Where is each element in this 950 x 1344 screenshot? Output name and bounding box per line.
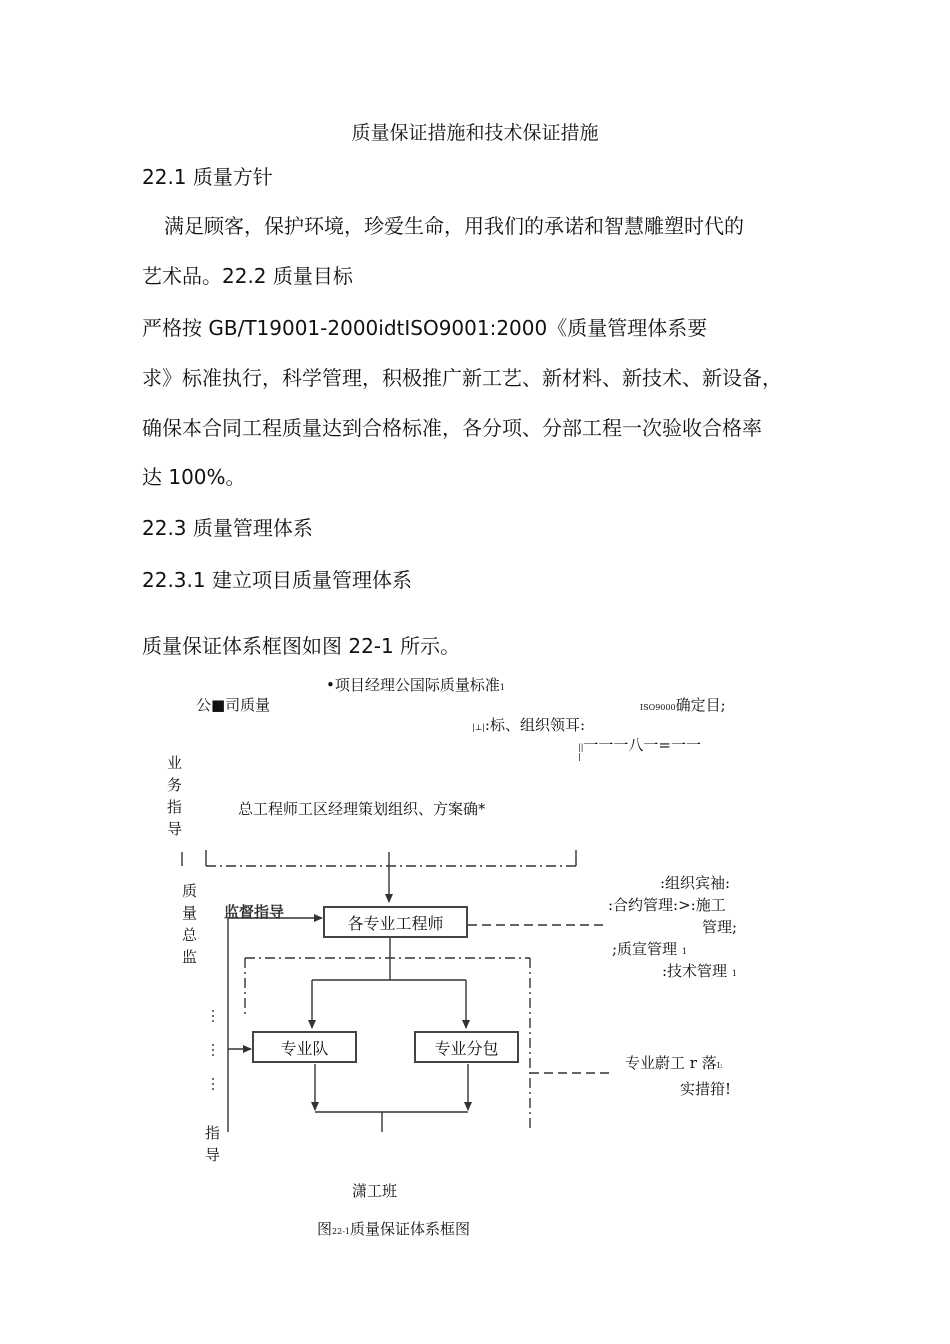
diagram-top-line: •项目经理公国际质量标准1 [326, 676, 505, 694]
right-bottom-line-2: 实措箝! [680, 1080, 732, 1098]
heading-22-3: 22.3 质量管理体系 [142, 516, 313, 540]
diagram-right-line-2: |⊥|:标、组织领耳: [472, 716, 586, 734]
diagram-dash-line-sub: | [578, 752, 581, 761]
document-title: 质量保证措施和技术保证措施 [351, 122, 599, 144]
right-block-line-3: 管理; [702, 918, 738, 936]
diagram-supervise-label: 监督指导 [224, 903, 285, 921]
policy-paragraph-line-1: 满足顾客，保护环境，珍爱生命，用我们的承诺和智慧雕塑时代的 [164, 214, 744, 238]
diagram-vertical-guide: 指导 [205, 1124, 221, 1164]
heading-22-3-1: 22.3.1 建立项目质量管理体系 [142, 568, 412, 592]
diagram-dash-line: ||一一一八一=一一 [578, 736, 701, 754]
figure-intro-paragraph: 质量保证体系框图如图 22-1 所示。 [142, 634, 461, 658]
box-professional-team: 专业队 [252, 1031, 357, 1063]
policy-paragraph-line-2: 艺术品。22.2 质量目标 [142, 264, 353, 288]
heading-22-1: 22.1 质量方针 [142, 165, 273, 189]
diagram-chief-engineer-line: 总工程师工区经理策划组织、方案确* [238, 800, 486, 818]
right-bottom-line-1: 专业蔚工 r 落I: [625, 1054, 723, 1072]
right-block-line-4: ;质宣管理 1 [612, 940, 687, 958]
goal-paragraph-line-1: 严格按 GB/T19001-2000idtISO9001:2000《质量管理体系要 [142, 316, 708, 340]
diagram-vertical-business-guide: 业务指导 [167, 754, 183, 838]
box-professional-subcontract: 专业分包 [414, 1031, 519, 1063]
diagram-left-header: 公■司质量 [196, 696, 271, 714]
right-block-line-1: :组织宾袖: [660, 874, 731, 892]
box-professional-engineers: 各专业工程师 [323, 906, 468, 938]
right-block-line-2: :合约管理:>:施工 [608, 896, 726, 914]
right-block-line-5: :技术管理 1 [662, 962, 737, 980]
goal-paragraph-line-3: 确保本合同工程质量达到合格标准，各分项、分部工程一次验收合格率 [142, 416, 762, 440]
figure-caption: 图22-1质量保证体系框图 [317, 1220, 471, 1238]
diagram-bottom-cut-text: 潇工班 [352, 1182, 398, 1200]
goal-paragraph-line-4: 达 100%。 [142, 465, 246, 489]
diagram-right-iso-line: ISO9000确定目; [640, 696, 726, 714]
diagram-vertical-quality-director: 质量总监 [182, 882, 198, 966]
goal-paragraph-line-2: 求》标准执行，科学管理，积极推广新工艺、新材料、新技术、新设备， [142, 366, 782, 390]
